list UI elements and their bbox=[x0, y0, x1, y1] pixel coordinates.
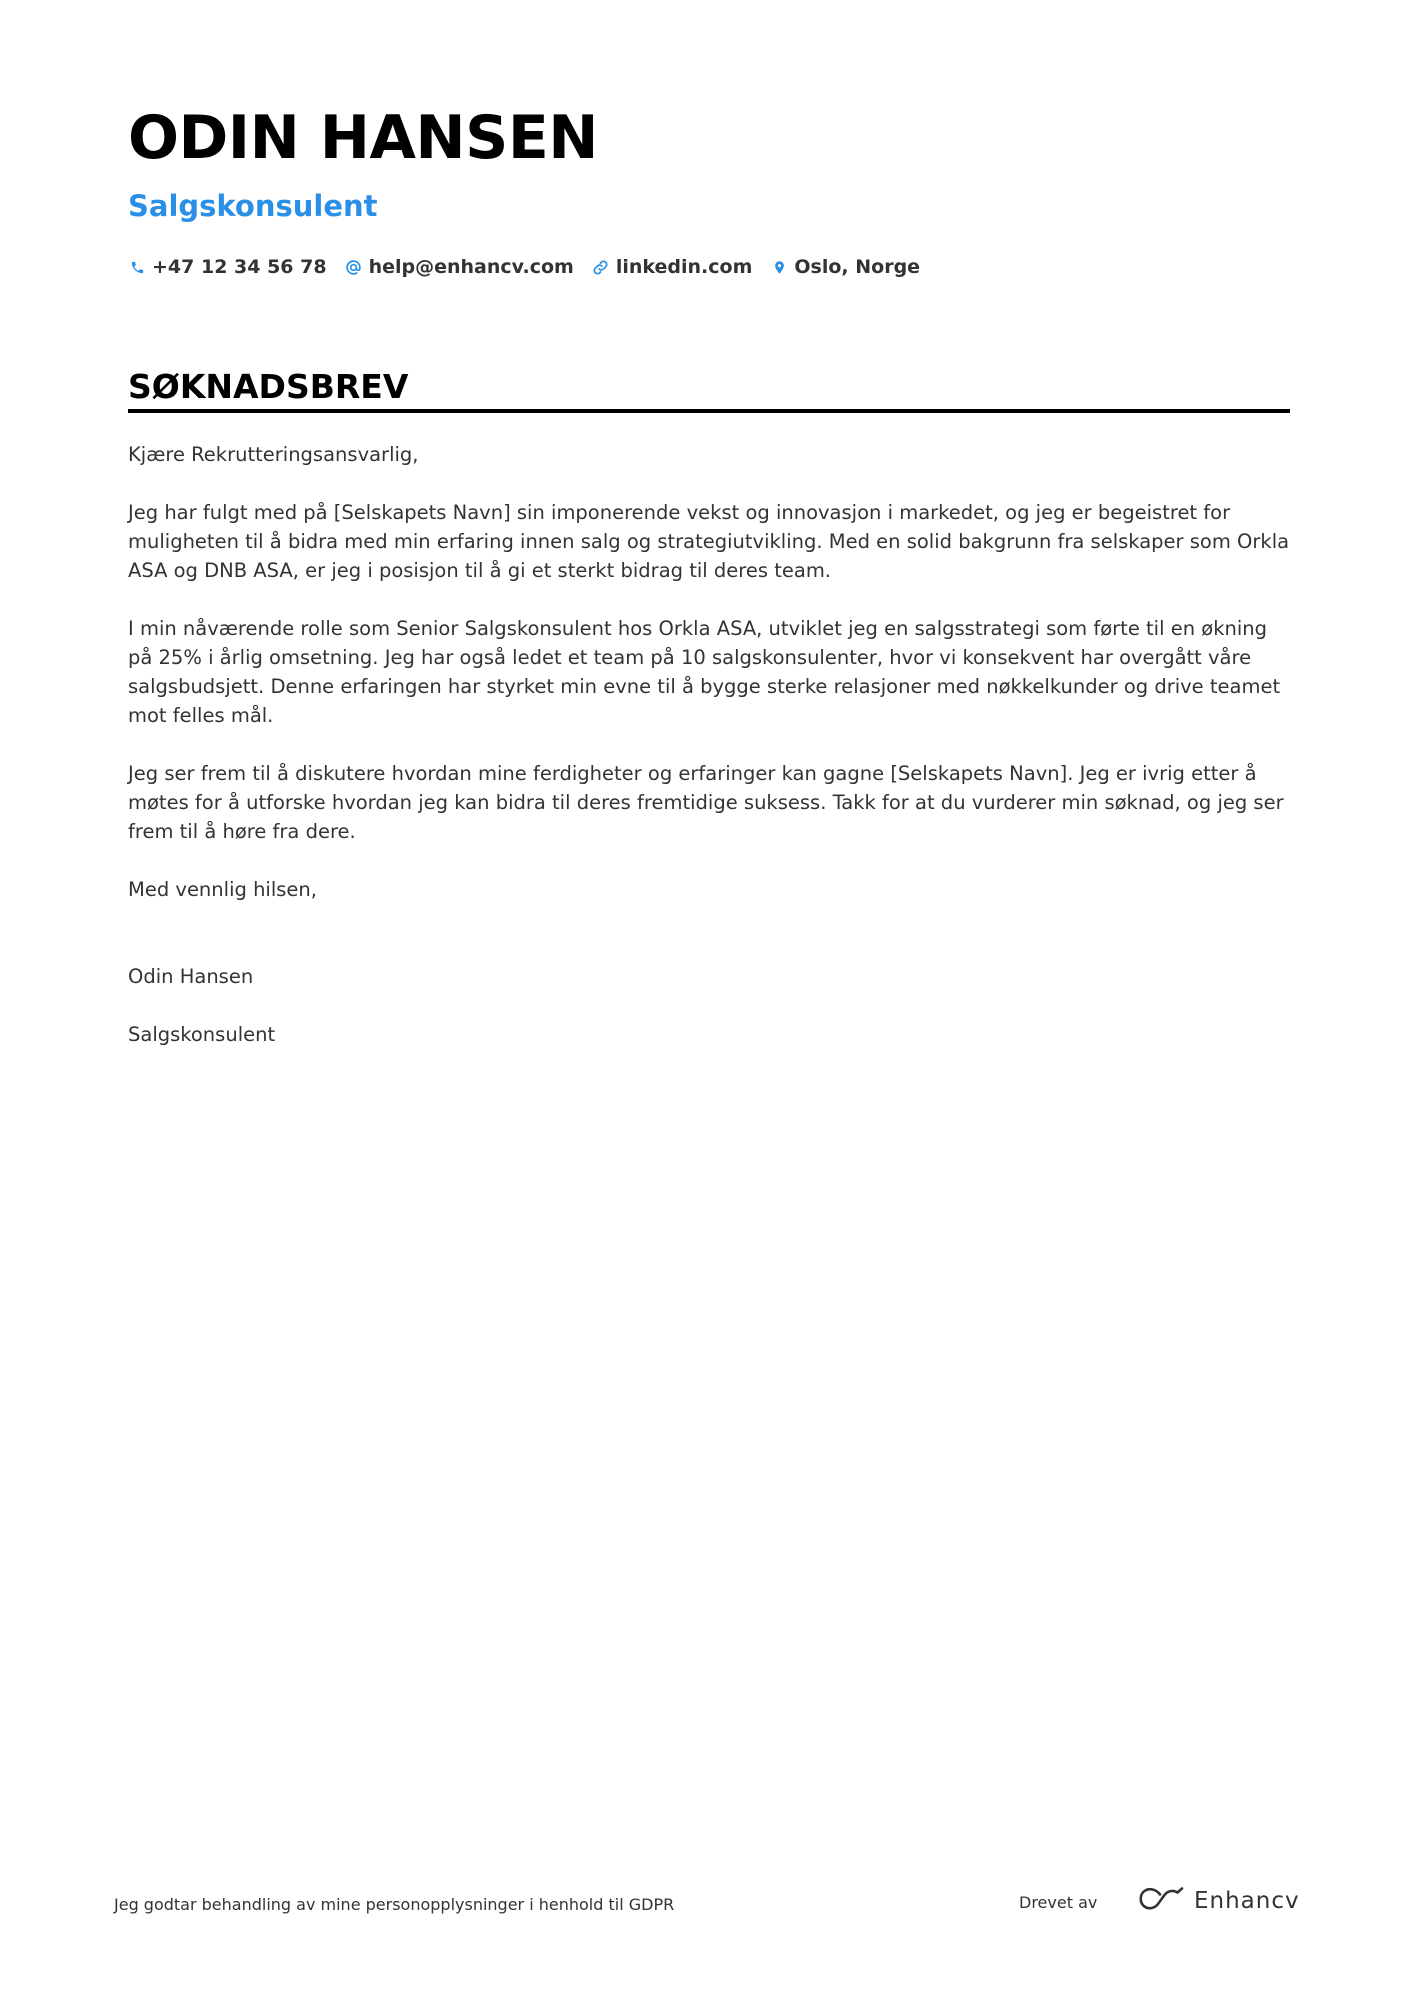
letter-paragraph: Jeg ser frem til å diskutere hvordan mine ferdigheter og erfaringer kan gagne [Selskapets Navn]. Jeg er ivrig etter å møtes for å utforske hvordan jeg kan bidra til deres fremtidige suksess. Takk for at du vurderer min søknad, og jeg ser frem til å høre fra dere. bbox=[128, 762, 1284, 843]
phone-icon bbox=[128, 258, 146, 276]
powered-by-label: Drevet av bbox=[1019, 1893, 1098, 1912]
letter-greeting: Kjære Rekrutteringsansvarlig, bbox=[128, 443, 419, 466]
signature-name: Odin Hansen bbox=[128, 965, 254, 988]
letter-paragraph: Jeg har fulgt med på [Selskapets Navn] sin imponerende vekst og innovasjon i markedet, og jeg er begeistret for muligheten til å bidra med min erfaring innen salg og strategiutvikling. Med en solid bakgrunn fra selskaper som Orkla ASA og DNB ASA, er jeg i posisjon til å gi et sterkt bidrag til deres team. bbox=[128, 501, 1290, 582]
location-pin-icon bbox=[770, 258, 788, 276]
letter-closing: Med vennlig hilsen, bbox=[128, 878, 317, 901]
contact-email[interactable] bbox=[345, 256, 574, 278]
letter-body bbox=[128, 440, 1290, 1078]
contact-phone[interactable] bbox=[128, 256, 327, 278]
location-text: Oslo, Norge bbox=[794, 256, 921, 278]
at-icon bbox=[345, 258, 363, 276]
section-title: SØKNADSBREV bbox=[128, 367, 409, 406]
enhancv-logo-icon bbox=[1138, 1886, 1184, 1916]
link-icon bbox=[592, 258, 610, 276]
contact-location bbox=[770, 256, 920, 278]
gdpr-consent-text: Jeg godtar behandling av mine personopplysninger i henhold til GDPR bbox=[114, 1895, 675, 1914]
email-text: help@enhancv.com bbox=[368, 256, 574, 278]
applicant-name: ODIN HANSEN bbox=[128, 103, 599, 173]
brand-name: Enhancv bbox=[1194, 1888, 1300, 1914]
contact-linkedin[interactable] bbox=[592, 256, 753, 278]
section-divider bbox=[128, 409, 1290, 413]
letter-paragraph: I min nåværende rolle som Senior Salgskonsulent hos Orkla ASA, utviklet jeg en salgsstrategi som førte til en økning på 25% i årlig omsetning. Jeg har også ledet et team på 10 salgskonsulenter, hvor vi konsekvent har overgått våre salgsbudsjett. Denne erfaringen har styrket min evne til å bygge sterke relasjoner med nøkkelkunder og drive teamet mot felles mål. bbox=[128, 617, 1281, 727]
phone-text: +47 12 34 56 78 bbox=[152, 256, 327, 278]
linkedin-text: linkedin.com bbox=[615, 256, 753, 278]
contact-row bbox=[128, 256, 938, 278]
signature-title: Salgskonsulent bbox=[128, 1023, 276, 1046]
enhancv-brand[interactable] bbox=[1138, 1886, 1300, 1916]
applicant-job-title: Salgskonsulent bbox=[128, 189, 378, 223]
